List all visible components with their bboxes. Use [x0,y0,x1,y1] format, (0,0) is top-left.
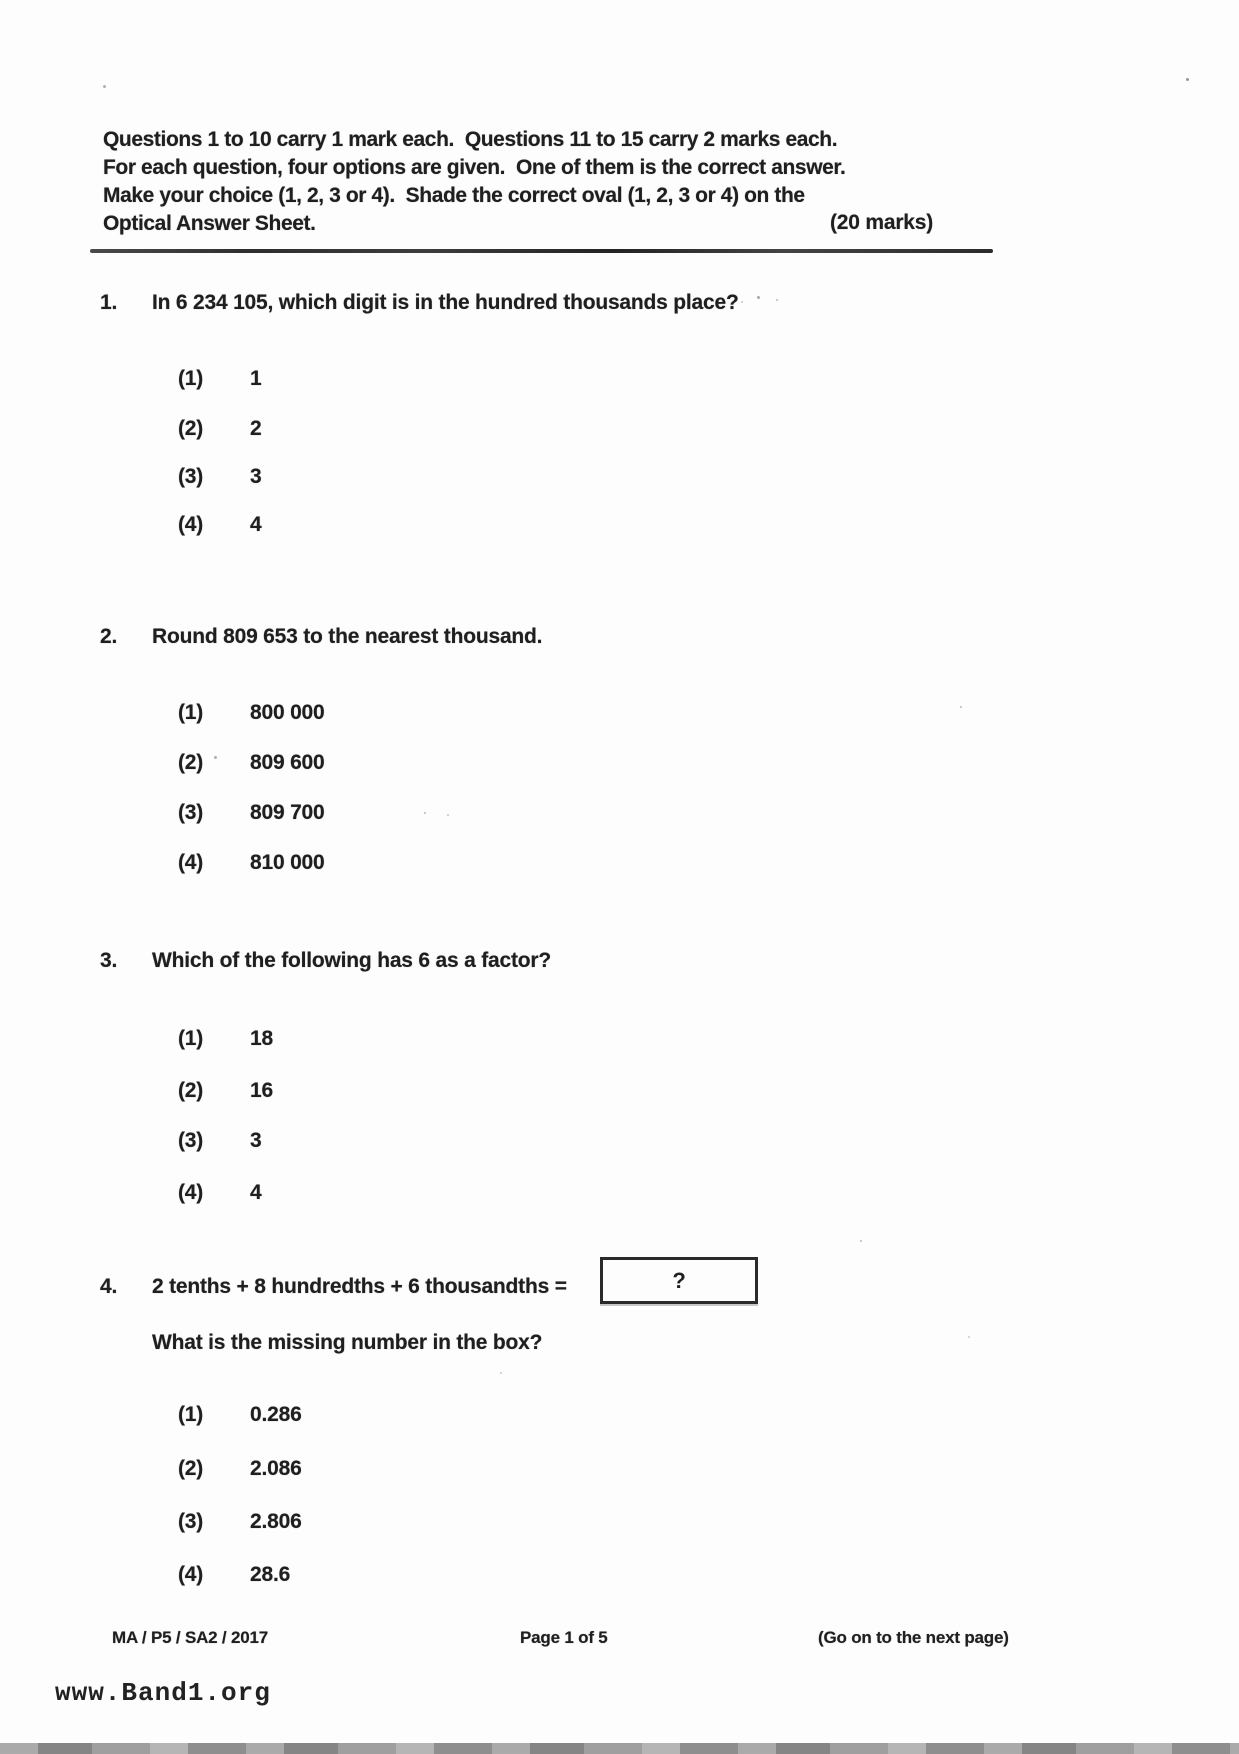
option-row [178,850,325,876]
question-number: 3. [100,949,118,972]
option-value: 2 [250,417,262,440]
option-value: 0.286 [250,1403,302,1426]
option-row [178,1180,261,1206]
scan-artifact [741,301,743,303]
option-row [178,1509,302,1535]
option-value: 4 [250,513,262,536]
scan-artifact [103,85,106,88]
option-label: (3) [178,801,204,824]
option-label: (2) [178,1457,204,1480]
option-label: (1) [178,1027,204,1050]
page-indicator: Page 1 of 5 [520,1628,608,1647]
question-number: 2. [100,625,118,648]
option-row [178,366,261,392]
option-value: 810 000 [250,851,325,874]
option-label: (3) [178,465,204,488]
option-row [178,750,325,776]
option-label: (2) [178,1079,204,1102]
section-divider [90,249,993,253]
next-page-note: (Go on to the next page) [818,1628,1009,1647]
option-value: 800 000 [250,701,325,724]
option-label: (4) [178,1181,204,1204]
option-value: 1 [250,367,262,390]
option-row [178,1562,290,1588]
option-row [178,700,325,726]
option-label: (4) [178,513,204,536]
instructions-line: Optical Answer Sheet. [103,212,316,235]
option-label: (4) [178,851,204,874]
option-label: (1) [178,367,204,390]
paper-code: MA / P5 / SA2 / 2017 [112,1628,268,1647]
option-value: 2.806 [250,1510,302,1533]
option-label: (4) [178,1563,204,1586]
question-stem-line2: What is the missing number in the box? [152,1331,543,1354]
question-stem: 2 tenths + 8 hundredths + 6 thousandths = [152,1275,567,1298]
option-value: 3 [250,465,262,488]
scan-artifact [860,1240,862,1242]
missing-number-box [600,1257,758,1304]
option-value: 16 [250,1079,273,1102]
question-stem: In 6 234 105, which digit is in the hundred thousands place? [152,291,739,314]
option-row [178,800,325,826]
option-label: (1) [178,1403,204,1426]
scan-artifact [424,812,426,814]
question-stem: Round 809 653 to the nearest thousand. [152,625,543,648]
option-row [178,1078,273,1104]
option-value: 2.086 [250,1457,302,1480]
instructions-line: For each question, four options are given. One of them is the correct answer. [103,156,846,179]
option-label: (3) [178,1510,204,1533]
option-row [178,464,261,490]
option-row [178,1128,261,1154]
scan-edge-bar [0,1743,1239,1754]
instructions-line: Questions 1 to 10 carry 1 mark each. Questions 11 to 15 carry 2 marks each. [103,128,838,151]
question-number: 4. [100,1275,118,1298]
marks-label: (20 marks) [830,211,934,234]
scan-artifact [500,1372,502,1374]
watermark-url: www.Band1.org [55,1678,271,1708]
question-stem: Which of the following has 6 as a factor? [152,949,552,972]
option-row [178,1456,302,1482]
option-label: (1) [178,701,204,724]
option-value: 28.6 [250,1563,291,1586]
scan-artifact [968,1336,970,1338]
box-placeholder: ? [672,1267,686,1293]
option-row [178,1026,273,1052]
option-row [178,416,261,442]
scan-artifact [447,814,449,816]
scan-artifact [776,299,778,301]
option-value: 809 600 [250,751,325,774]
option-label: (2) [178,417,204,440]
option-row [178,1402,302,1428]
option-label: (3) [178,1129,204,1152]
option-value: 18 [250,1027,273,1050]
question-number: 1. [100,291,118,314]
option-value: 809 700 [250,801,325,824]
option-value: 3 [250,1129,262,1152]
instructions-block [103,126,903,238]
option-value: 4 [250,1181,262,1204]
scan-artifact [757,296,760,299]
scan-artifact [960,706,962,708]
option-row [178,512,261,538]
instructions-line: Make your choice (1, 2, 3 or 4). Shade the correct oval (1, 2, 3 or 4) on the [103,184,805,207]
scan-artifact [1186,78,1189,81]
option-label: (2) [178,751,204,774]
scan-artifact [214,756,217,759]
